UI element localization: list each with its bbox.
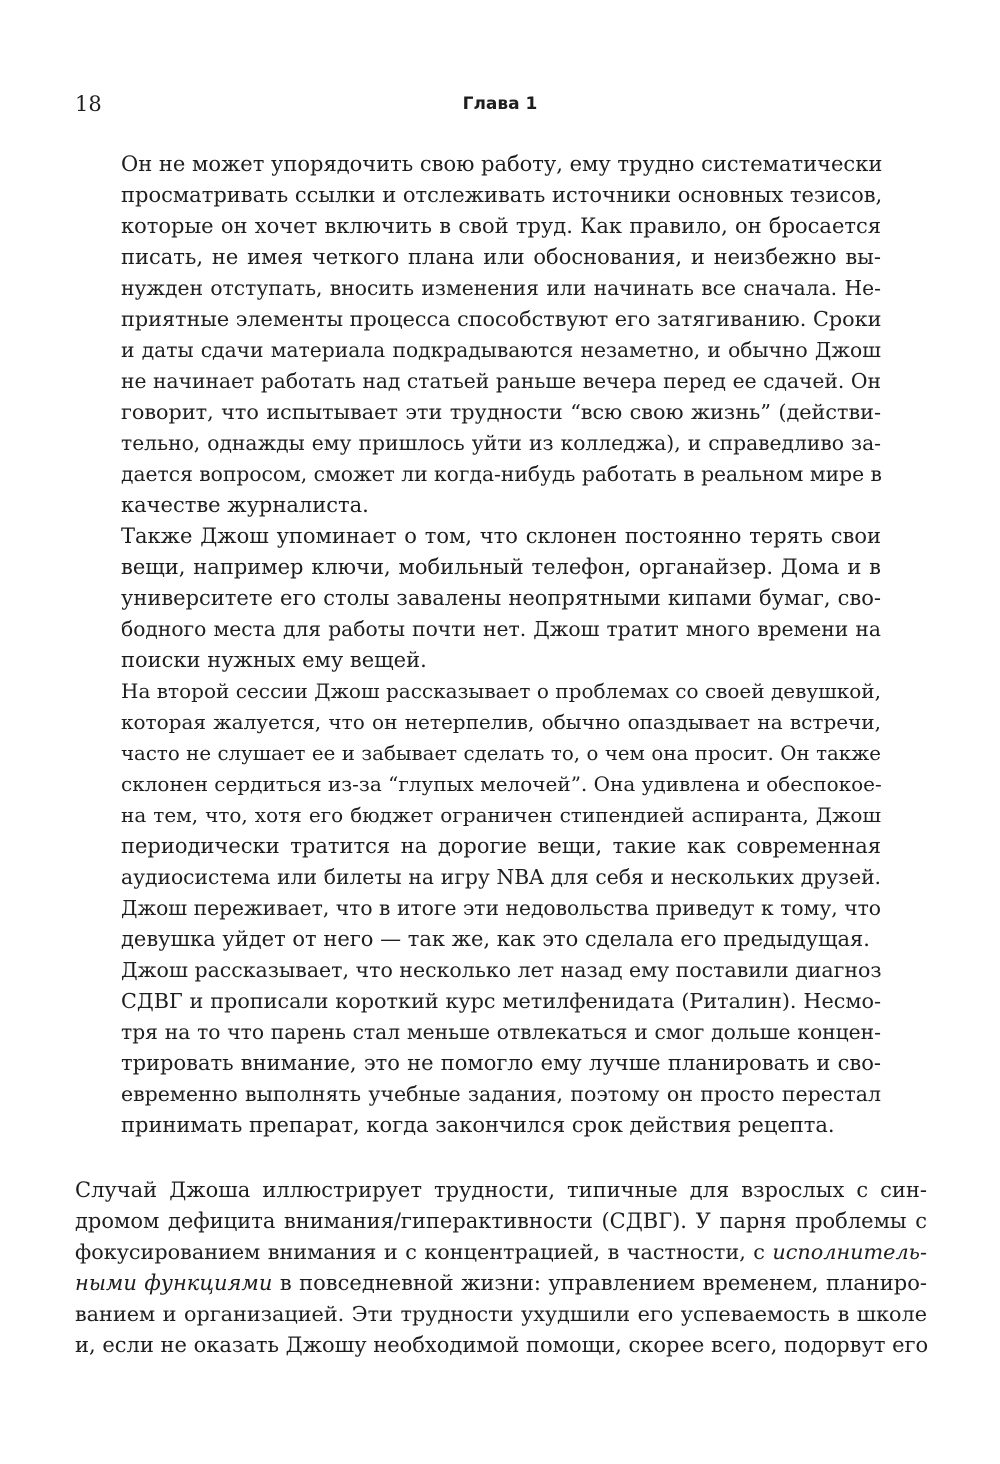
text-line: трировать внимание, это не помогло ему лучше планировать и сво- xyxy=(121,1051,881,1075)
text-line: качестве журналиста. xyxy=(121,493,369,517)
text-line: Также Джош упоминает о том, что склонен постоянно терять свои xyxy=(121,524,881,548)
text-line: и даты сдачи материала подкрадываются незаметно, и обычно Джош xyxy=(121,338,881,362)
body-paragraph xyxy=(75,1175,927,1361)
text-line: периодически тратится на дорогие вещи, такие как современная xyxy=(121,834,881,858)
emphasis-term: ными функциями xyxy=(75,1271,273,1295)
text-line: писать, не имея четкого плана или обоснования, и неизбежно вы- xyxy=(121,245,881,269)
text-line: дается вопросом, сможет ли когда-нибудь работать в реальном мире в xyxy=(121,462,882,486)
text-line: дромом дефицита внимания/гиперактивности (СДВГ). У парня проблемы с xyxy=(75,1209,927,1233)
case-paragraph-4 xyxy=(121,955,881,1141)
page-number: 18 xyxy=(75,92,102,116)
text-line: На второй сессии Джош рассказывает о проблемах со своей девушкой, xyxy=(121,679,881,703)
text-line: тря на то что парень стал меньше отвлекаться и смог дольше концен- xyxy=(121,1020,881,1044)
text-line: которые он хочет включить в свой труд. Как правило, он бросается xyxy=(121,214,881,238)
text-line: просматривать ссылки и отслеживать источники основных тезисов, xyxy=(121,183,883,207)
text-fragment: в повседневной жизни: управлением временем, планиро- xyxy=(279,1271,927,1295)
text-line: и, если не оказать Джошу необходимой помощи, скорее всего, подорвут его xyxy=(75,1333,929,1357)
text-line-with-emphasis xyxy=(75,1268,927,1299)
text-line: ванием и организацией. Эти трудности ухудшили его успеваемость в школе xyxy=(75,1302,927,1326)
running-header xyxy=(75,88,925,120)
text-line: аудиосистема или билеты на игру NBA для себя и нескольких друзей. xyxy=(121,865,881,889)
text-line: девушка уйдет от него — так же, как это сделала его предыдущая. xyxy=(121,927,870,951)
text-line: не начинает работать над статьей раньше вечера перед ее сдачей. Он xyxy=(121,369,881,393)
emphasis-term: исполнитель- xyxy=(772,1240,927,1264)
case-paragraph-2 xyxy=(121,521,881,676)
text-line: приятные элементы процесса способствуют его затягиванию. Сроки xyxy=(121,307,882,331)
text-line: принимать препарат, когда закончился срок действия рецепта. xyxy=(121,1113,835,1137)
text-line: которая жалуется, что он нетерпелив, обычно опаздывает на встречи, xyxy=(121,710,881,734)
text-line: склонен сердиться из-за “глупых мелочей”. Она удивлена и обеспокое- xyxy=(121,772,882,796)
text-line: поиски нужных ему вещей. xyxy=(121,648,427,672)
text-line: евременно выполнять учебные задания, поэтому он просто перестал xyxy=(121,1082,881,1106)
text-line: тельно, однажды ему пришлось уйти из колледжа), и справедливо за- xyxy=(121,431,881,455)
case-paragraph-1 xyxy=(121,149,881,521)
text-line: Джош рассказывает, что несколько лет назад ему поставили диагноз xyxy=(121,958,882,982)
text-line: Джош переживает, что в итоге эти недовольства приведут к тому, что xyxy=(121,896,881,920)
text-line: Случай Джоша иллюстрирует трудности, типичные для взрослых с син- xyxy=(75,1178,927,1202)
text-line: СДВГ и прописали короткий курс метилфенидата (Риталин). Несмо- xyxy=(121,989,881,1013)
chapter-title: Глава 1 xyxy=(462,94,538,114)
text-line: вещи, например ключи, мобильный телефон, органайзер. Дома и в xyxy=(121,555,881,579)
text-line: нужден отступать, вносить изменения или начинать все сначала. Не- xyxy=(121,276,881,300)
text-line-with-emphasis xyxy=(75,1237,927,1268)
text-line: бодного места для работы почти нет. Джош тратит много времени на xyxy=(121,617,881,641)
text-line: университете его столы завалены неопрятными кипами бумаг, сво- xyxy=(121,586,881,610)
text-line: говорит, что испытывает эти трудности “всю свою жизнь” (действи- xyxy=(121,400,881,424)
text-line: часто не слушает ее и забывает сделать то, о чем она просит. Он также xyxy=(121,742,881,765)
text-fragment: фокусированием внимания и с концентрацией, в частности, с xyxy=(75,1240,765,1264)
case-paragraph-3 xyxy=(121,676,881,955)
text-line: на тем, что, хотя его бюджет ограничен стипендией аспиранта, Джош xyxy=(121,803,881,827)
case-study-block xyxy=(121,149,881,1141)
text-line: Он не может упорядочить свою работу, ему трудно систематически xyxy=(121,152,883,176)
